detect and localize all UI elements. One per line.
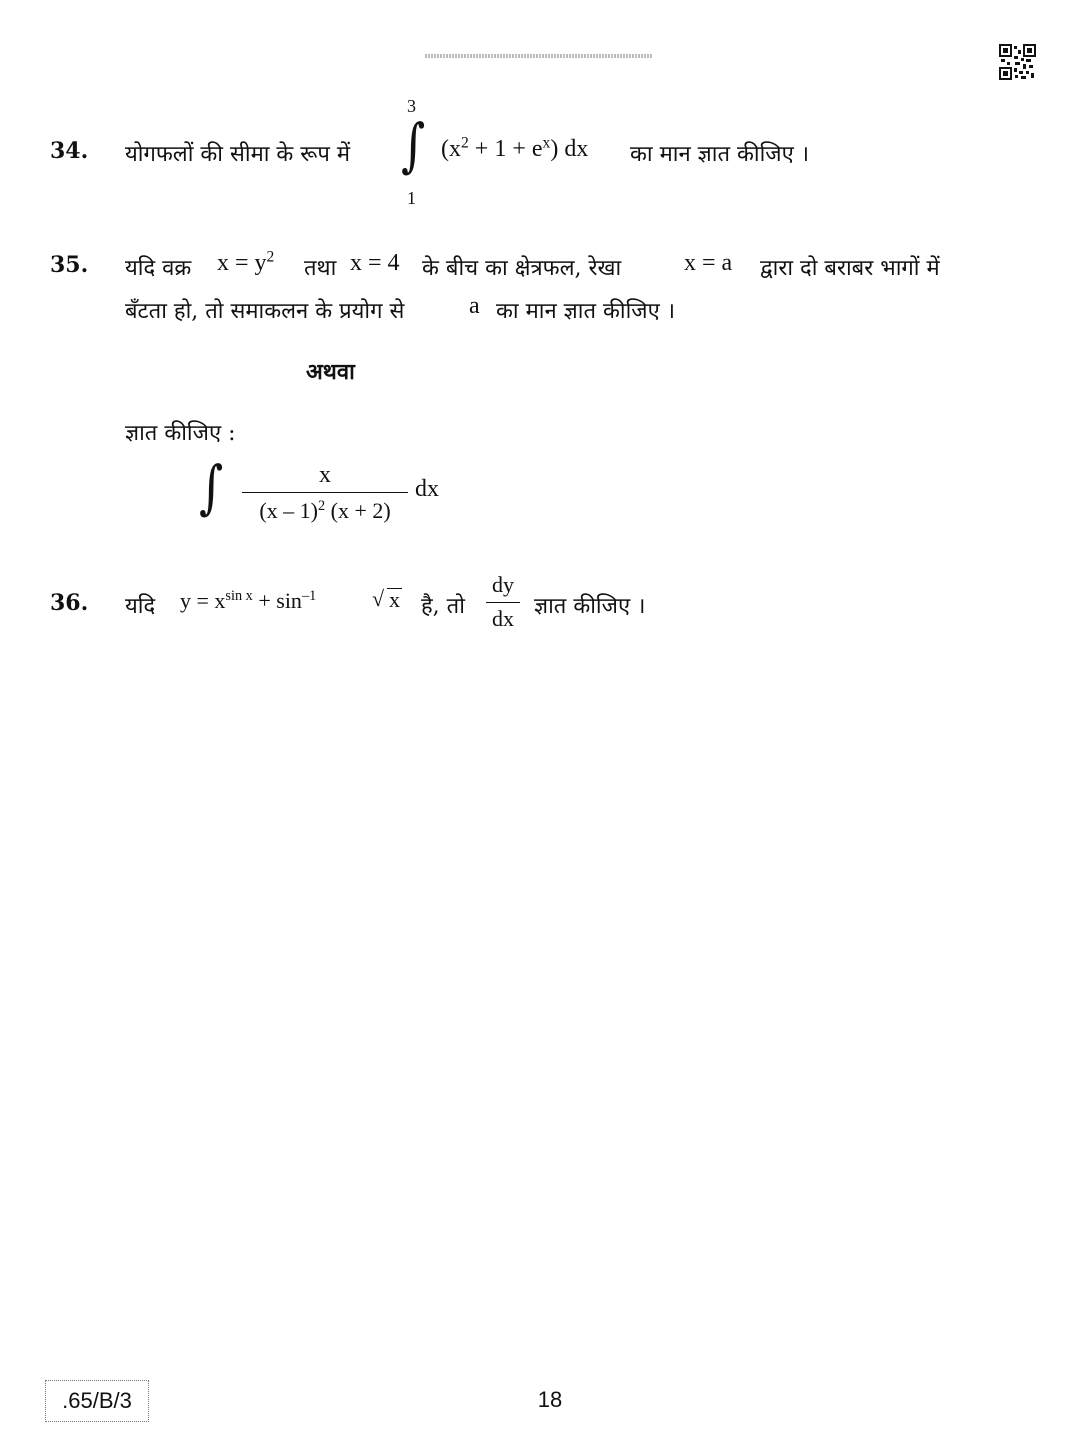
sqrt-argument: x [389, 587, 400, 612]
fraction-bar [486, 602, 520, 603]
qr-code-icon [999, 44, 1036, 80]
integrand-part: ) dx [550, 136, 589, 162]
fraction-numerator: dy [492, 572, 514, 597]
exponent: 2 [461, 134, 469, 152]
question-text: तथा [304, 256, 337, 281]
exponent: sin x [225, 588, 253, 605]
page-number: 18 [537, 1387, 563, 1412]
lower-limit: 1 [407, 188, 416, 208]
question-text: के बीच का क्षेत्रफल, रेखा [422, 256, 622, 281]
math-part: x = y [217, 250, 267, 276]
integral-sign: ∫ [401, 111, 426, 179]
integrand-part: (x [441, 136, 461, 162]
exponent: 2 [266, 248, 275, 266]
math-expression: a [469, 293, 480, 319]
math-expression: x = a [684, 250, 733, 276]
question-text: द्वारा दो बराबर भागों में [760, 256, 940, 281]
question-text: है, तो [421, 594, 465, 619]
math-part: + sin [252, 588, 302, 613]
question-number: 36. [50, 590, 89, 616]
question-text: ज्ञात कीजिए : [125, 421, 236, 446]
fraction-bar [242, 492, 408, 493]
question-text: का मान ज्ञात कीजिए । [496, 299, 676, 324]
integrand [441, 136, 588, 163]
math-expression [180, 588, 316, 614]
fraction-denominator [242, 498, 408, 524]
differential: dx [415, 476, 439, 502]
fraction-numerator: x [319, 462, 331, 488]
upper-limit: 3 [407, 96, 416, 116]
question-number: 35. [50, 252, 89, 278]
fraction-denominator: dx [492, 606, 514, 631]
question-text: का मान ज्ञात कीजिए । [630, 142, 810, 167]
paper-code: .65/B/3 [45, 1380, 149, 1422]
question-text: योगफलों की सीमा के रूप में [125, 142, 351, 167]
question-text: यदि वक्र [125, 256, 192, 281]
exponent: –1 [301, 588, 317, 605]
math-part: (x + 2) [325, 498, 391, 523]
math-part: (x – 1) [259, 498, 318, 523]
math-expression: x = 4 [350, 250, 400, 276]
sqrt-sign: √ [372, 586, 385, 611]
question-text: यदि [125, 594, 156, 619]
exponent: 2 [317, 498, 326, 515]
integral-sign: ∫ [199, 453, 224, 521]
integrand-part: + 1 + e [468, 136, 543, 162]
exponent: x [542, 134, 551, 152]
question-text: बँटता हो, तो समाकलन के प्रयोग से [125, 299, 405, 324]
math-expression [217, 250, 274, 277]
question-text: ज्ञात कीजिए । [534, 594, 646, 619]
question-number: 34. [50, 138, 89, 164]
or-label: अथवा [306, 359, 355, 385]
security-microtext-strip [425, 54, 653, 58]
math-part: y = x [180, 588, 226, 613]
